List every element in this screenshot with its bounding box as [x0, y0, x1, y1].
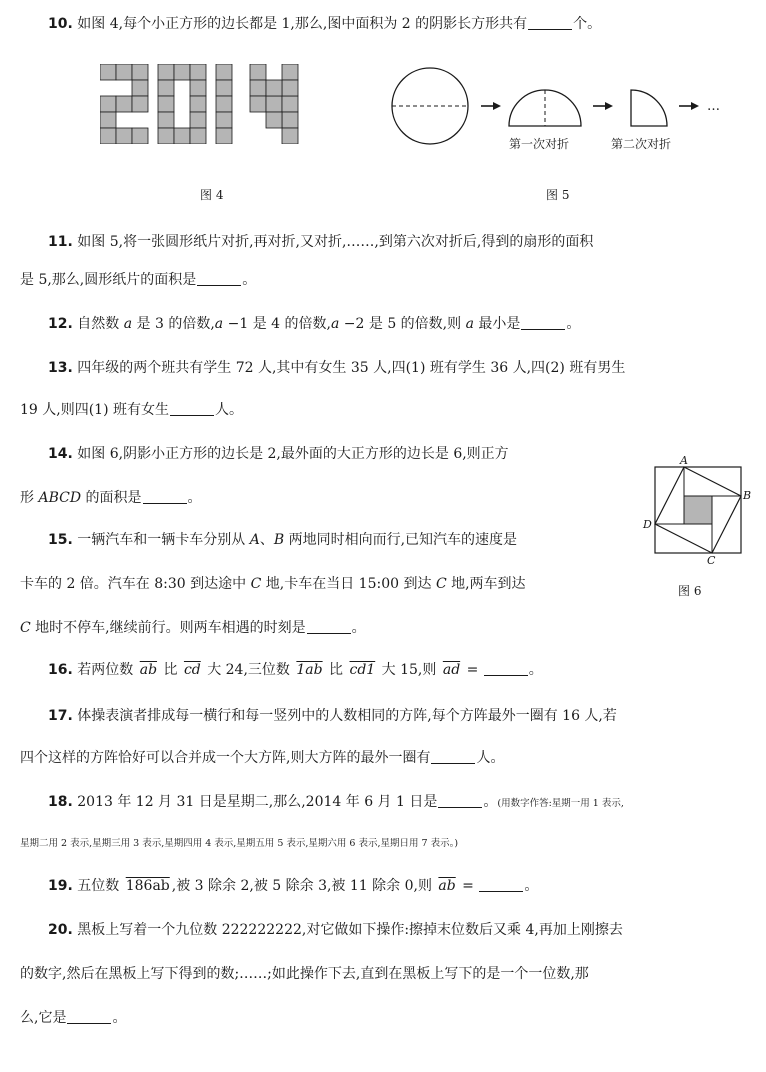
- grid-square: [158, 96, 174, 112]
- answer-blank: [479, 877, 523, 892]
- problem-text: 四年级的两个班共有学生 72 人,其中有女生 35 人,四(1) 班有学生 36 人,四(2) 班有男生: [77, 360, 626, 376]
- problem-number: 16.: [48, 662, 73, 678]
- problem-note: (用数字作答:星期一用 1 表示,: [497, 798, 624, 809]
- problem-19: [48, 876, 748, 896]
- overlined-number: 186ab: [125, 878, 170, 894]
- problem-text: 。: [187, 490, 202, 506]
- problem-text: 如图 5,将一张圆形纸片对折,再对折,又对折,……,到第六次对折后,得到的扇形的面积: [77, 234, 594, 250]
- problem-text: 大 15,则: [381, 662, 437, 678]
- grid-square: [158, 128, 174, 144]
- figure-5-caption: 图 5: [546, 188, 570, 202]
- problem-number: 15.: [48, 532, 73, 548]
- problem-17: [48, 706, 748, 726]
- arrow-icon: [481, 102, 501, 110]
- grid-square: [282, 80, 298, 96]
- figure-4-caption: 图 4: [200, 188, 224, 202]
- answer-blank: [438, 793, 482, 808]
- problem-number: 19.: [48, 878, 73, 894]
- variable: a: [214, 316, 224, 332]
- problem-text: 卡车的 2 倍。汽车在 8:30 到达途中: [20, 576, 247, 592]
- answer-blank: [67, 1009, 111, 1024]
- grid-square: [100, 96, 116, 112]
- problem-number: 17.: [48, 708, 73, 724]
- answer-blank: [143, 489, 187, 504]
- problem-text: 自然数: [77, 316, 120, 332]
- grid-square: [190, 96, 206, 112]
- problem-text: 体操表演者排成每一横行和每一竖列中的人数相同的方阵,每个方阵最外一圈有 16 人,若: [77, 708, 617, 724]
- problem-15-line-3: [20, 618, 630, 638]
- problem-text: 五位数: [77, 878, 120, 894]
- problem-text: 么,它是: [20, 1010, 67, 1026]
- grid-square: [282, 64, 298, 80]
- problem-text: 的面积是: [85, 490, 142, 506]
- grid-square: [116, 64, 132, 80]
- problem-text: 比: [163, 662, 178, 678]
- problem-20: [48, 920, 748, 940]
- ellipsis: …: [707, 99, 720, 114]
- grid-square: [216, 112, 232, 128]
- problem-20-line-2: 的数字,然后在黑板上写下得到的数;……;如此操作下去,直到在黑板上写下的是一个一位数,那: [20, 966, 589, 982]
- overlined-number: $\overline{ab}$: [438, 878, 456, 894]
- problem-text: 人。: [215, 402, 243, 418]
- figure-4-2014-grid: [100, 64, 315, 144]
- grid-square: [190, 64, 206, 80]
- grid-square: [266, 112, 282, 128]
- figure-6-squares: [640, 454, 752, 566]
- figure-5-folding: [385, 66, 735, 161]
- grid-square: [266, 80, 282, 96]
- grid-square: [100, 128, 116, 144]
- problem-text: 个。: [573, 16, 602, 32]
- problem-14-line-2: [20, 488, 620, 508]
- problem-number: 18.: [48, 794, 73, 810]
- grid-square: [250, 80, 266, 96]
- grid-square: [116, 128, 132, 144]
- separator: 、: [259, 532, 274, 548]
- problem-text: 若两位数: [77, 662, 134, 678]
- problem-17-line-2: [20, 748, 750, 768]
- shaded-square: [684, 496, 712, 524]
- point-label: B: [273, 532, 285, 548]
- problem-15-line-2: [20, 574, 630, 594]
- problem-10: [48, 14, 748, 34]
- problem-11: [48, 232, 748, 252]
- grid-square: [158, 64, 174, 80]
- problem-text: 最小是: [478, 316, 521, 332]
- label-a: A: [680, 454, 688, 467]
- fold-label-1: 第一次对折: [509, 137, 570, 151]
- variable: a: [330, 316, 340, 332]
- point-label: A: [249, 532, 260, 548]
- problem-number: 12.: [48, 316, 73, 332]
- grid-square: [132, 96, 148, 112]
- answer-blank: [484, 661, 528, 676]
- problem-text: 地,两车到达: [451, 576, 526, 592]
- label-c: C: [707, 554, 716, 566]
- grid-square: [216, 128, 232, 144]
- problem-text: 19 人,则四(1) 班有女生: [20, 402, 169, 418]
- problem-18-note-2: 星期二用 2 表示,星期三用 3 表示,星期四用 4 表示,星期五用 5 表示,星期六用 6 表示,星期日用 7 表示。): [20, 838, 459, 849]
- overlined-number: $\overline{cd}$: [183, 662, 201, 678]
- problem-20-line-3: [20, 1008, 750, 1028]
- answer-blank: [431, 749, 475, 764]
- overlined-number: $\overline{ab}$: [139, 662, 158, 678]
- grid-square: [266, 96, 282, 112]
- grid-square: [190, 80, 206, 96]
- square-name: ABCD: [38, 490, 82, 506]
- problem-text: 黑板上写着一个九位数 222222222,对它做如下操作:擦掉末位数后又乘 4,再加上刚擦去: [77, 922, 623, 938]
- problem-text: ,被 3 除余 2,被 5 除余 3,被 11 除余 0,则: [171, 878, 432, 894]
- variable: a: [465, 316, 474, 332]
- problem-text: 是 3 的倍数,: [136, 316, 215, 332]
- problem-text: 2013 年 12 月 31 日是星期二,那么,2014 年 6 月 1 日是: [77, 794, 438, 810]
- problem-text: 地,卡车在当日 15:00 到达: [265, 576, 432, 592]
- problem-text: 是 5,那么,圆形纸片的面积是: [20, 272, 197, 288]
- grid-square: [116, 96, 132, 112]
- grid-square: [100, 64, 116, 80]
- problem-text: 。: [566, 316, 581, 332]
- problem-text: 地时不停车,继续前行。则两车相遇的时刻是: [35, 620, 306, 636]
- problem-11-line-2: [20, 270, 750, 290]
- grid-square: [250, 96, 266, 112]
- arrow-icon: [593, 102, 613, 110]
- grid-square: [250, 64, 266, 80]
- problem-text: 两地同时相向而行,已知汽车的速度是: [288, 532, 518, 548]
- equals-sign: =: [462, 878, 474, 894]
- problem-text: 如图 4,每个小正方形的边长都是 1,那么,图中面积为 2 的阴影长方形共有: [77, 16, 528, 32]
- grid-square: [216, 80, 232, 96]
- problem-text: 比: [329, 662, 344, 678]
- problem-18: [48, 792, 748, 814]
- answer-blank: [170, 401, 214, 416]
- problem-number: 20.: [48, 922, 73, 938]
- grid-square: [282, 96, 298, 112]
- point-label: C: [435, 576, 447, 592]
- problem-text: 四个这样的方阵恰好可以合并成一个大方阵,则大方阵的最外一圈有: [20, 750, 431, 766]
- grid-square: [132, 80, 148, 96]
- problem-text: −1 是 4 的倍数,: [227, 316, 331, 332]
- grid-square: [282, 112, 298, 128]
- problem-text: 形: [20, 490, 34, 506]
- problem-text: 。: [351, 620, 366, 636]
- point-label: C: [20, 620, 31, 636]
- overlined-number: 1ab: [296, 662, 323, 678]
- quarter-circle: [631, 90, 667, 126]
- problem-text: 。: [112, 1010, 127, 1026]
- answer-blank: [528, 15, 572, 30]
- problem-text: −2 是 5 的倍数,则: [343, 316, 462, 332]
- equals-sign: =: [466, 662, 479, 678]
- problem-13: [48, 358, 748, 378]
- problem-text: 。: [528, 662, 543, 678]
- fold-label-2: 第二次对折: [611, 137, 672, 151]
- problem-15: [48, 530, 638, 550]
- problem-text: 如图 6,阴影小正方形的边长是 2,最外面的大正方形的边长是 6,则正方: [77, 446, 509, 462]
- answer-blank: [521, 315, 565, 330]
- grid-square: [282, 128, 298, 144]
- grid-square: [100, 112, 116, 128]
- label-b: B: [743, 489, 752, 502]
- problem-13-line-2: [20, 400, 750, 420]
- problem-text: 大 24,三位数: [207, 662, 290, 678]
- problem-text: 。: [242, 272, 257, 288]
- grid-square: [216, 96, 232, 112]
- grid-square: [174, 128, 190, 144]
- grid-square: [132, 128, 148, 144]
- answer-blank: [197, 271, 241, 286]
- figure-6-caption: 图 6: [678, 584, 702, 598]
- problem-number: 11.: [48, 234, 73, 250]
- point-label: C: [250, 576, 262, 592]
- grid-square: [158, 80, 174, 96]
- overlined-number: cd1: [349, 662, 376, 678]
- grid-square: [190, 128, 206, 144]
- problem-text: 。: [483, 794, 498, 810]
- answer-blank: [307, 619, 351, 634]
- problem-text: 人。: [476, 750, 505, 766]
- overlined-number: $\overline{ad}$: [442, 662, 461, 678]
- problem-14: [48, 444, 638, 464]
- grid-square: [158, 112, 174, 128]
- problem-number: 14.: [48, 446, 73, 462]
- problem-number: 10.: [48, 16, 73, 32]
- grid-square: [174, 64, 190, 80]
- variable: a: [123, 316, 133, 332]
- problem-16: [48, 660, 748, 680]
- grid-square: [216, 64, 232, 80]
- label-d: D: [643, 518, 652, 531]
- problem-number: 13.: [48, 360, 73, 376]
- problem-text: 。: [524, 878, 539, 894]
- problem-text: 一辆汽车和一辆卡车分别从: [77, 532, 246, 548]
- grid-square: [190, 112, 206, 128]
- grid-square: [132, 64, 148, 80]
- arrow-icon: [679, 102, 699, 110]
- problem-12: [48, 314, 748, 334]
